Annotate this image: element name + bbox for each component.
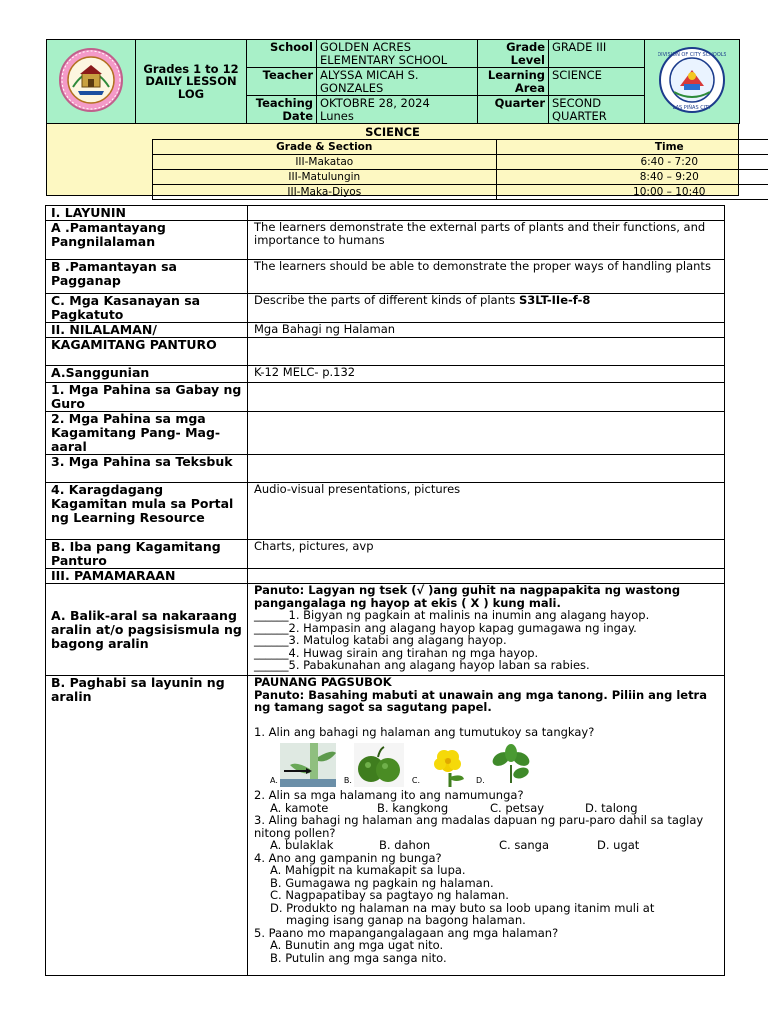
science-title: SCIENCE <box>365 125 420 139</box>
paunang-pagsubok-title: PAUNANG PAGSUBOK <box>254 675 392 689</box>
list-item: B. Putulin ang mga sanga nito. <box>270 950 447 965</box>
list-item: ______4. Huwag sirain ang tirahan ng mga hayop. <box>254 645 539 660</box>
sanggunian-label: A.Sanggunian <box>46 366 248 383</box>
flower-icon <box>422 743 468 787</box>
kagamitang-panturo-label: KAGAMITANG PANTURO <box>46 338 248 366</box>
grade-level-label: Grade Level <box>478 40 549 68</box>
option: C. petsay <box>490 800 545 815</box>
question-2: 2. Alin sa mga halamang ito ang namumunga? <box>254 788 524 802</box>
teaching-date-label: Teaching Date <box>247 96 317 124</box>
time-header: Time <box>496 140 768 155</box>
time-cell: 8:40 – 9:20 <box>496 170 768 185</box>
left-logo-cell <box>47 40 136 124</box>
nilalaman-label: II. NILALAMAN/ <box>46 323 248 338</box>
competency-code: S3LT-IIe-f-8 <box>519 293 591 307</box>
school-label: School <box>247 40 317 68</box>
section-time-table <box>152 139 768 200</box>
option-d-image <box>476 743 535 787</box>
division-seal-icon <box>658 46 726 114</box>
school-value: GOLDEN ACRES ELEMENTARY SCHOOL <box>317 40 478 68</box>
teksbuk-value <box>248 455 725 483</box>
balik-aral-content <box>248 584 725 676</box>
svg-text:LAS PIÑAS CITY: LAS PIÑAS CITY <box>672 105 712 112</box>
question-5: 5. Paano mo mapangangalagaan ang mga halaman? <box>254 925 559 940</box>
grade-level-value: GRADE III <box>549 40 645 68</box>
lesson-log-header <box>46 39 739 198</box>
option: A. kamote <box>270 800 329 815</box>
balik-aral-instructions: Panuto: Lagyan ng tsek (√ )ang guhit na nagpapakita ng wastong pangangalaga ng hayop at ekis ( X ) kung mali. <box>254 583 681 610</box>
header-info-table <box>46 39 740 124</box>
kagamitang-mag-aaral-label: 2. Mga Pahina sa mga Kagamitang Pang- Mag-aaral <box>46 412 248 455</box>
balik-aral-label: A. Balik-aral sa nakaraang aralin at/o pagsisismula ng bagong aralin <box>46 584 248 676</box>
teacher-value: ALYSSA MICAH S. GONZALES <box>317 68 478 96</box>
option-letter: B. <box>343 775 352 785</box>
table-row <box>153 185 768 200</box>
teaching-date-value: OKTOBRE 28, 2024 Lunes <box>317 96 478 124</box>
list-item: A. Bunutin ang mga ugat nito. <box>270 938 444 952</box>
kasanayan-sa-pagkatuto-label: C. Mga Kasanayan sa Pagkatuto <box>46 294 248 323</box>
time-cell: 6:40 - 7:20 <box>496 155 768 170</box>
nilalaman-value: Mga Bahagi ng Halaman <box>248 323 725 338</box>
option: D. talong <box>585 800 638 815</box>
list-item: ______5. Pabakunahan ang alagang hayop laban sa rabies. <box>254 658 590 672</box>
gabay-ng-guro-label: 1. Mga Pahina sa Gabay ng Guro <box>46 383 248 412</box>
paghabi-instructions: Panuto: Basahing mabuti at unawain ang mga tanong. Piliin ang letra ng tamang sagot sa sagutang papel. <box>254 687 707 714</box>
question-3-options <box>254 839 718 852</box>
kasanayan-sa-pagkatuto-value <box>248 294 725 323</box>
layunin-value <box>248 206 725 221</box>
school-seal-icon <box>58 47 124 113</box>
layunin-heading: I. LAYUNIN <box>46 206 248 221</box>
option-c-image <box>412 743 468 787</box>
table-row <box>153 155 768 170</box>
daily-lesson-log-title: Grades 1 to 12 DAILY LESSON LOG <box>136 40 247 124</box>
plant-stem-icon <box>280 743 336 787</box>
iba-pang-kagamitan-value: Charts, pictures, avp <box>248 540 725 569</box>
time-cell: 10:00 – 10:40 <box>496 185 768 200</box>
quarter-label: Quarter <box>478 96 549 124</box>
kagamitang-mag-aaral-value <box>248 412 725 455</box>
question-3: 3. Aling bahagi ng halaman ang madalas dapuan ng paru-paro dahil sa taglay nitong pollen? <box>254 813 704 840</box>
option: B. dahon <box>379 838 431 852</box>
pamantayan-sa-pagganap-value: The learners should be able to demonstrate the proper ways of handling plants <box>248 260 725 294</box>
sanggunian-value: K-12 MELC- p.132 <box>248 366 725 383</box>
iba-pang-kagamitan-label: B. Iba pang Kagamitang Panturo <box>46 540 248 569</box>
question-1-images <box>254 738 718 789</box>
competency-text: Describe the parts of different kinds of plants <box>254 293 520 307</box>
learning-area-value: SCIENCE <box>549 68 645 96</box>
option: A. bulaklak <box>270 838 334 852</box>
list-item: B. Gumagawa ng pagkain ng halaman. <box>270 875 494 890</box>
section-cell: III-Makatao <box>153 155 497 170</box>
question-4: 4. Ano ang gampanin ng bunga? <box>254 850 442 865</box>
svg-text:DIVISION OF CITY SCHOOLS: DIVISION OF CITY SCHOOLS <box>658 52 726 59</box>
pamantayan-sa-pagganap-label: B .Pamantayan sa Pagganap <box>46 260 248 294</box>
section-cell: III-Maka-Diyos <box>153 185 497 200</box>
karagdagang-kagamitan-label: 4. Karagdagang Kagamitan mula sa Portal ng Learning Resource <box>46 483 248 540</box>
option: B. kangkong <box>377 800 449 815</box>
option-letter: C. <box>411 775 421 785</box>
grade-section-header: Grade & Section <box>153 140 497 155</box>
list-item: maging isang ganap na bagong halaman. <box>286 913 526 927</box>
question-1: 1. Alin ang bahagi ng halaman ang tumutukoy sa tangkay? <box>254 724 595 739</box>
content-standard-text-2: importance to humans <box>254 232 385 247</box>
right-logo-cell <box>645 40 740 124</box>
science-schedule-box <box>46 124 739 196</box>
teacher-label: Teacher <box>247 68 317 96</box>
gabay-ng-guro-value <box>248 383 725 412</box>
content-standard-text: The learners demonstrate the external parts of plants and their functions, and <box>254 220 706 234</box>
option-a-image <box>270 743 336 787</box>
list-item: ______2. Hampasin ang alagang hayop kapag gumagawa ng ingay. <box>254 620 637 635</box>
kagamitang-panturo-value <box>248 338 725 366</box>
lesson-plan-table <box>45 205 725 976</box>
quarter-value: SECOND QUARTER <box>549 96 645 124</box>
pamamaraan-value <box>248 569 725 584</box>
list-item: D. Produkto ng halaman na may buto sa loob upang itanim muli at <box>270 900 655 915</box>
learning-area-label: Learning Area <box>478 68 549 96</box>
leaf-icon <box>487 743 535 787</box>
option-b-image <box>344 743 404 787</box>
paghabi-content <box>248 676 725 976</box>
fruit-icon <box>354 743 404 787</box>
teksbuk-label: 3. Mga Pahina sa Teksbuk <box>46 455 248 483</box>
karagdagang-kagamitan-value: Audio-visual presentations, pictures <box>248 483 725 540</box>
list-item: ______1. Bigyan ng pagkain at malinis na inumin ang alagang hayop. <box>254 608 650 622</box>
option-letter: A. <box>270 775 278 785</box>
table-row <box>153 170 768 185</box>
option: C. sanga <box>499 838 550 852</box>
pamamaraan-heading: III. PAMAMARAAN <box>46 569 248 584</box>
paghabi-label: B. Paghabi sa layunin ng aralin <box>46 676 248 976</box>
section-cell: III-Matulungin <box>153 170 497 185</box>
option-letter: D. <box>476 775 485 785</box>
option: D. ugat <box>597 838 640 852</box>
pamantayang-pangnilalaman-label: A .Pamantayang Pangnilalaman <box>46 221 248 260</box>
list-item: A. Mahigpit na kumakapit sa lupa. <box>270 863 466 877</box>
list-item: ______3. Matulog katabi ang alagang hayop. <box>254 633 507 647</box>
pamantayang-pangnilalaman-value <box>248 221 725 260</box>
list-item: C. Nagpapatibay sa pagtayo ng halaman. <box>270 888 509 902</box>
